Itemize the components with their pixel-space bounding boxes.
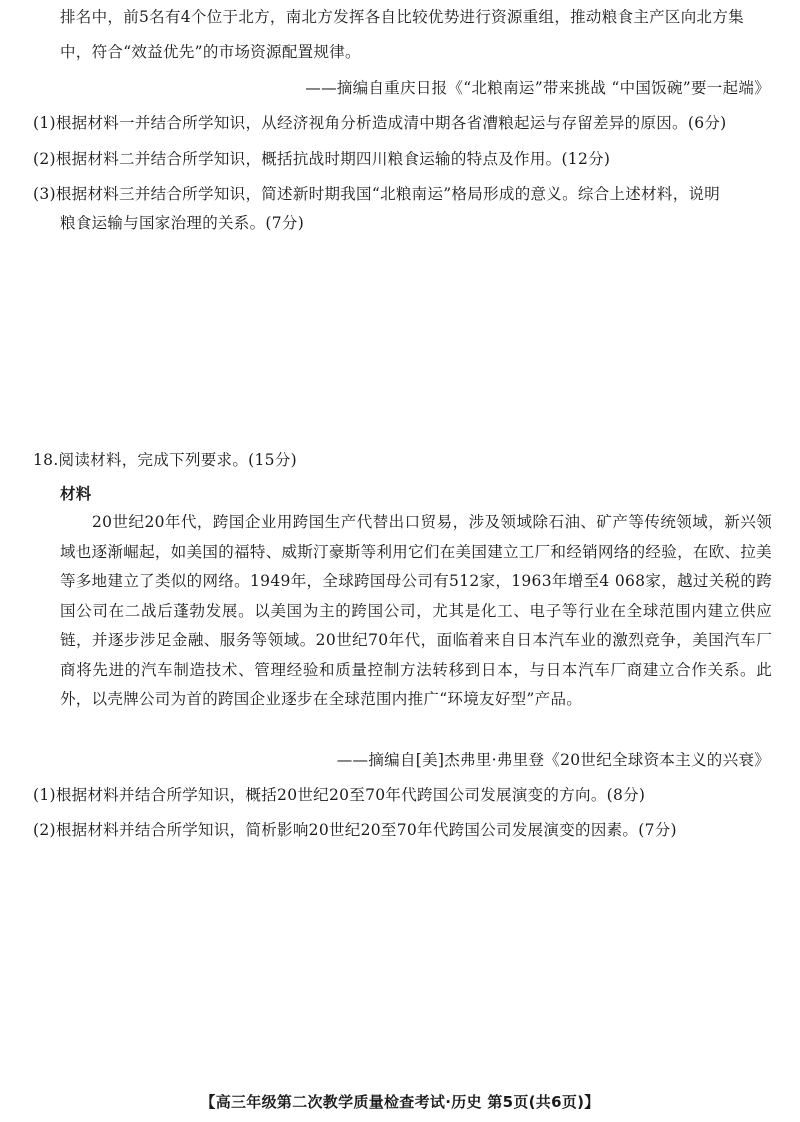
prev-material-line-2: 中，符合“效益优先”的市场资源配置规律。 [60,43,361,61]
prev-material-source: ——摘编自重庆日报《“北粮南运”带来挑战 “中国饭碗”要一起端》 [305,79,770,97]
q17-subquestion-1: (1)根据材料一并结合所学知识，从经济视角分析造成清中期各省漕粮起运与存留差异的原因。(6分) [33,114,727,132]
q18-title: 18.阅读材料，完成下列要求。(15分) [33,451,297,469]
q18-material-label: 材料 [60,485,92,503]
q17-subquestion-3-line-1: (3)根据材料三并结合所学知识，简述新时期我国“北粮南运”格局形成的意义。综合上述材料，说明 [33,185,721,203]
q18-material-body [60,508,772,715]
q18-subquestion-1: (1)根据材料并结合所学知识，概括20世纪20至70年代跨国公司发展演变的方向。(8分) [33,786,646,804]
page-footer: 【高三年级第二次教学质量检查考试·历史 第5页(共6页)】 [200,1093,600,1111]
q17-subquestion-2: (2)根据材料二并结合所学知识，概括抗战时期四川粮食运输的特点及作用。(12分) [33,150,611,168]
prev-material-line-1: 排名中，前5名有4个位于北方，南北方发挥各自比较优势进行资源重组，推动粮食主产区向北方集 [60,8,744,26]
q18-material-source: ——摘编自[美]杰弗里·弗里登《20世纪全球资本主义的兴衰》 [336,751,770,769]
q17-subquestion-3-line-2: 粮食运输与国家治理的关系。(7分) [60,214,305,232]
q18-material-text: 20世纪20年代，跨国企业用跨国生产代替出口贸易，涉及领域除石油、矿产等传统领域，新兴领域也逐渐崛起，如美国的福特、威斯汀豪斯等利用它们在美国建立工厂和经销网络的经验，在欧、拉美等多地建立了类似的网络。1949年，全球跨国母公司有512家，1963年增至4 068家，越过关税的跨国公司在二战后蓬勃发展。以美国为主的跨国公司，尤其是化工、电子等行业在全球范围内建立供应链，并逐步涉足金融、服务等领域。20世纪70年代，面临着来自日本汽车业的激烈竞争，美国汽车厂商将先进的汽车制造技术、管理经验和质量控制方法转移到日本，与日本汽车厂商建立合作关系。此外，以壳牌公司为首的跨国企业逐步在全球范围内推广“环境友好型”产品。 [60,513,772,708]
q18-subquestion-2: (2)根据材料并结合所学知识，简析影响20世纪20至70年代跨国公司发展演变的因素。(7分) [33,821,677,839]
